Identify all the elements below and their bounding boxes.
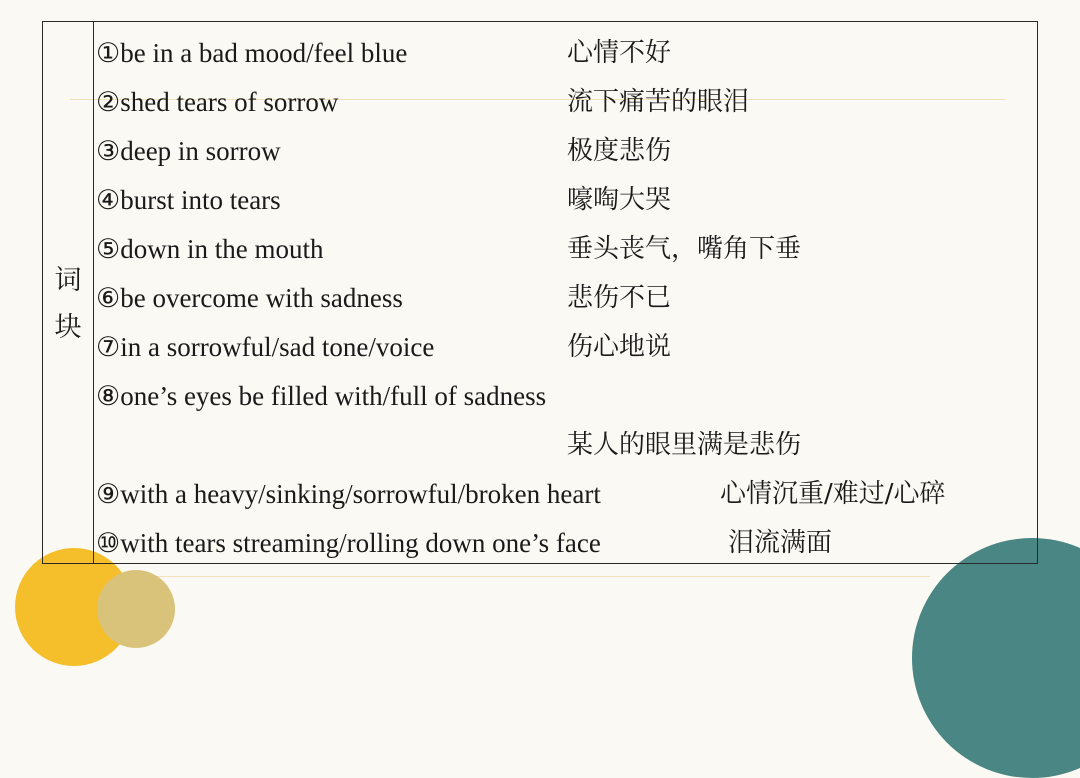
phrase-en: ④burst into tears bbox=[96, 185, 281, 215]
phrase-zh: 某人的眼里满是悲伤 bbox=[567, 430, 802, 460]
phrase-zh: 悲伤不已 bbox=[567, 283, 672, 313]
phrase-en: ⑥be overcome with sadness bbox=[96, 283, 403, 313]
phrase-zh: 泪流满面 bbox=[728, 528, 833, 558]
phrase-en: ⑩with tears streaming/rolling down one’s face bbox=[96, 528, 601, 558]
decorative-teal-circle bbox=[912, 538, 1080, 778]
phrase-zh: 极度悲伤 bbox=[567, 136, 672, 166]
phrase-en: ①be in a bad mood/feel blue bbox=[96, 38, 408, 68]
phrase-zh: 嚎啕大哭 bbox=[567, 185, 672, 215]
phrase-zh: 心情沉重/难过/心碎 bbox=[720, 479, 946, 509]
phrase-zh: 垂头丧气，嘴角下垂 bbox=[567, 234, 802, 264]
side-label bbox=[43, 257, 93, 353]
phrase-en: ③deep in sorrow bbox=[96, 136, 281, 166]
phrase-en: ②shed tears of sorrow bbox=[96, 87, 339, 117]
phrase-zh: 流下痛苦的眼泪 bbox=[567, 87, 750, 117]
side-label-text: 词块 bbox=[54, 265, 82, 343]
decorative-line-bottom bbox=[100, 576, 930, 577]
phrase-zh: 伤心地说 bbox=[567, 332, 672, 362]
phrase-en: ⑧one’s eyes be filled with/full of sadness bbox=[96, 381, 547, 411]
decorative-tan-circle bbox=[97, 570, 175, 648]
phrase-table bbox=[42, 21, 1038, 564]
label-column bbox=[43, 22, 94, 563]
phrase-en: ⑤down in the mouth bbox=[96, 234, 324, 264]
phrase-en: ⑨with a heavy/sinking/sorrowful/broken heart bbox=[96, 479, 601, 509]
phrase-zh: 心情不好 bbox=[567, 38, 672, 68]
phrase-en: ⑦in a sorrowful/sad tone/voice bbox=[96, 332, 435, 362]
